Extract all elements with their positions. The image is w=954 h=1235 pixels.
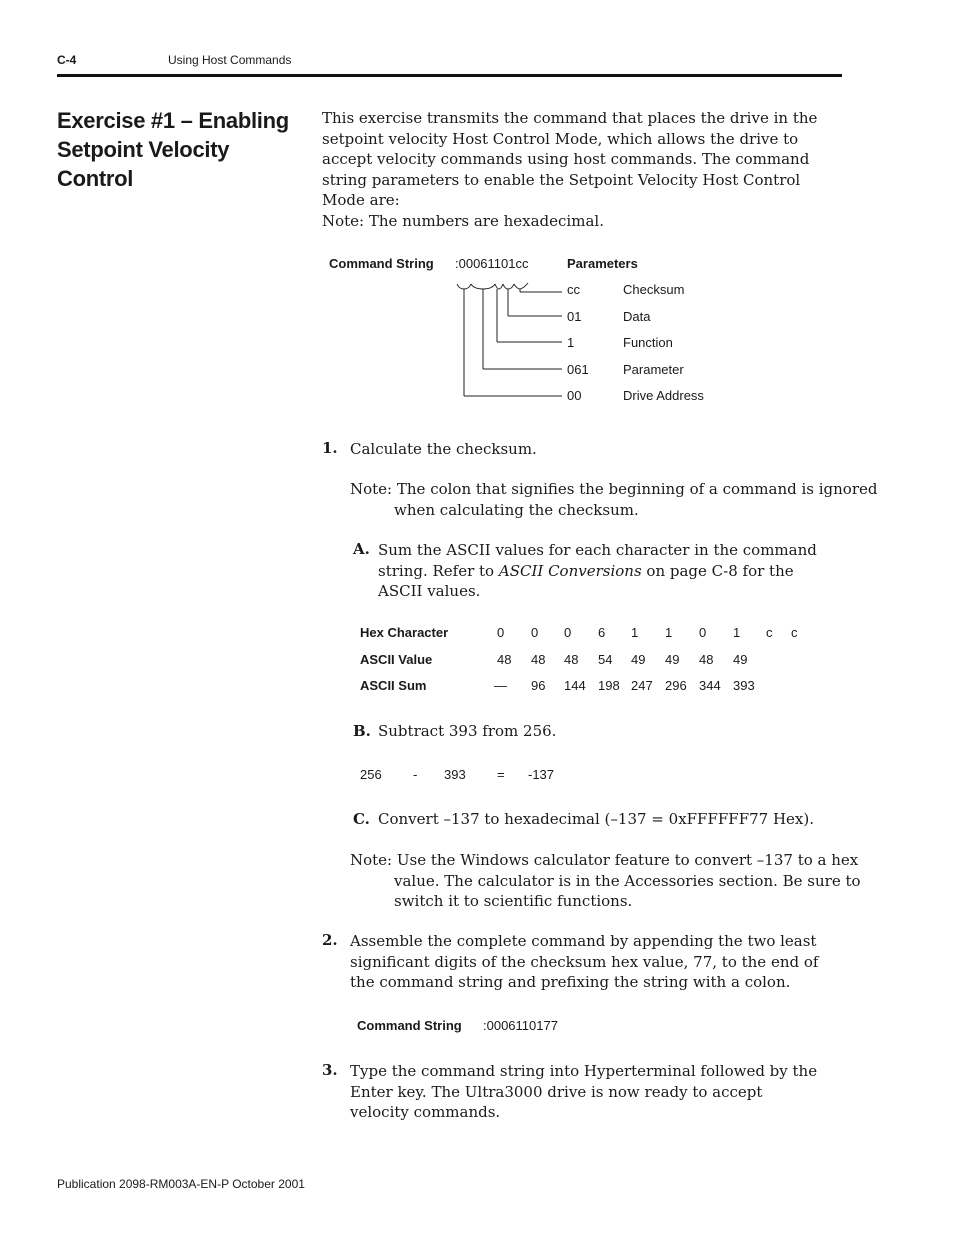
table-cell: 144	[564, 678, 586, 693]
intro-paragraph: This exercise transmits the command that places the drive in the setpoint velocity Host Control Mode, which allows the drive to accept velocity commands using host commands. The command string parameters to enable the Setpoint Velocity Host Control Mode are:	[322, 109, 818, 209]
calc-result: -137	[528, 767, 555, 782]
table-cell: 0	[564, 625, 572, 640]
bracket-connector-lines	[450, 278, 565, 403]
param-name: Drive Address	[623, 388, 704, 403]
step-number: 1.	[322, 439, 338, 457]
table-cell: 1	[631, 625, 639, 640]
table-cell: 96	[531, 678, 546, 693]
step1-note: Note: The colon that signifies the beginning of a command is ignored when calculating the checksum.	[350, 480, 878, 519]
cross-reference: ASCII Conversions	[498, 561, 642, 580]
substep-b-text: Subtract 393 from 256.	[378, 722, 557, 740]
table-cell: 344	[699, 678, 721, 693]
step-number: 2.	[322, 931, 338, 949]
table-cell: 247	[631, 678, 653, 693]
step2-text: Assemble the complete command by appending the two least significant digits of the checksum hex value, 77, to the end of the command string and prefixing the string with a colon.	[350, 932, 819, 991]
substep-a-text	[378, 540, 838, 602]
param-name: Data	[623, 309, 651, 324]
table-cell: 49	[733, 652, 748, 667]
table-cell: 1	[733, 625, 741, 640]
step-number: 3.	[322, 1061, 338, 1079]
table-row-label: ASCII Value	[360, 652, 433, 667]
header-rule	[57, 74, 842, 77]
table-row-label: Hex Character	[360, 625, 449, 640]
step3-text: Type the command string into Hyperterminal followed by the Enter key. The Ultra3000 drive is now ready to accept velocity commands.	[350, 1062, 818, 1121]
section-title: Exercise #1 – Enabling Setpoint Velocity Control	[57, 108, 289, 191]
table-cell: 296	[665, 678, 687, 693]
calc-operand: 256	[360, 767, 382, 782]
table-cell: 49	[631, 652, 646, 667]
param-code: 01	[567, 309, 582, 324]
step1-text: Calculate the checksum.	[350, 440, 537, 458]
param-code: cc	[567, 282, 580, 297]
table-cell: 48	[497, 652, 512, 667]
substep-c-text: Convert –137 to hexadecimal (–137 = 0xFFFFFF77 Hex).	[378, 810, 814, 828]
table-cell: 0	[497, 625, 505, 640]
param-code: 061	[567, 362, 589, 377]
footer-publication: Publication 2098-RM003A-EN-P October 2001	[57, 1177, 305, 1191]
command-string-value: :0006110177	[483, 1018, 558, 1033]
step1-note2: Note: Use the Windows calculator feature to convert –137 to a hex value. The calculator is in the Accessories section. Be sure to switch it to scientific functions.	[350, 851, 861, 910]
table-cell: 54	[598, 652, 613, 667]
substep-letter: A.	[353, 540, 370, 558]
table-cell: 1	[665, 625, 673, 640]
running-header: Using Host Commands	[168, 53, 292, 67]
table-cell: c	[766, 625, 773, 640]
command-string-label: Command String	[329, 256, 434, 271]
calc-operator: -	[413, 767, 418, 782]
table-cell: 198	[598, 678, 620, 693]
table-cell: —	[494, 678, 507, 693]
table-cell: c	[791, 625, 798, 640]
substep-letter: C.	[353, 810, 370, 828]
table-cell: 0	[699, 625, 707, 640]
table-cell: 48	[699, 652, 714, 667]
param-name: Function	[623, 335, 673, 350]
substep-a-text-part: Sum the ASCII values for each character in the command string. Refer to	[378, 541, 817, 580]
command-string-value: :00061101cc	[455, 256, 529, 271]
substep-a-text-part: on page C-8 for the ASCII values.	[378, 561, 794, 600]
parameters-header: Parameters	[567, 256, 638, 271]
table-row-label: ASCII Sum	[360, 678, 427, 693]
table-cell: 48	[564, 652, 579, 667]
page-number: C-4	[57, 53, 77, 67]
table-cell: 49	[665, 652, 680, 667]
substep-letter: B.	[353, 722, 371, 740]
table-cell: 0	[531, 625, 539, 640]
param-name: Parameter	[623, 362, 684, 377]
param-code: 00	[567, 388, 582, 403]
calc-operand: 393	[444, 767, 466, 782]
calc-operator: =	[497, 767, 505, 782]
table-cell: 6	[598, 625, 606, 640]
command-string-label: Command String	[357, 1018, 462, 1033]
param-code: 1	[567, 335, 575, 350]
note-hexadecimal: Note: The numbers are hexadecimal.	[322, 212, 604, 230]
param-name: Checksum	[623, 282, 685, 297]
table-cell: 393	[733, 678, 755, 693]
table-cell: 48	[531, 652, 546, 667]
